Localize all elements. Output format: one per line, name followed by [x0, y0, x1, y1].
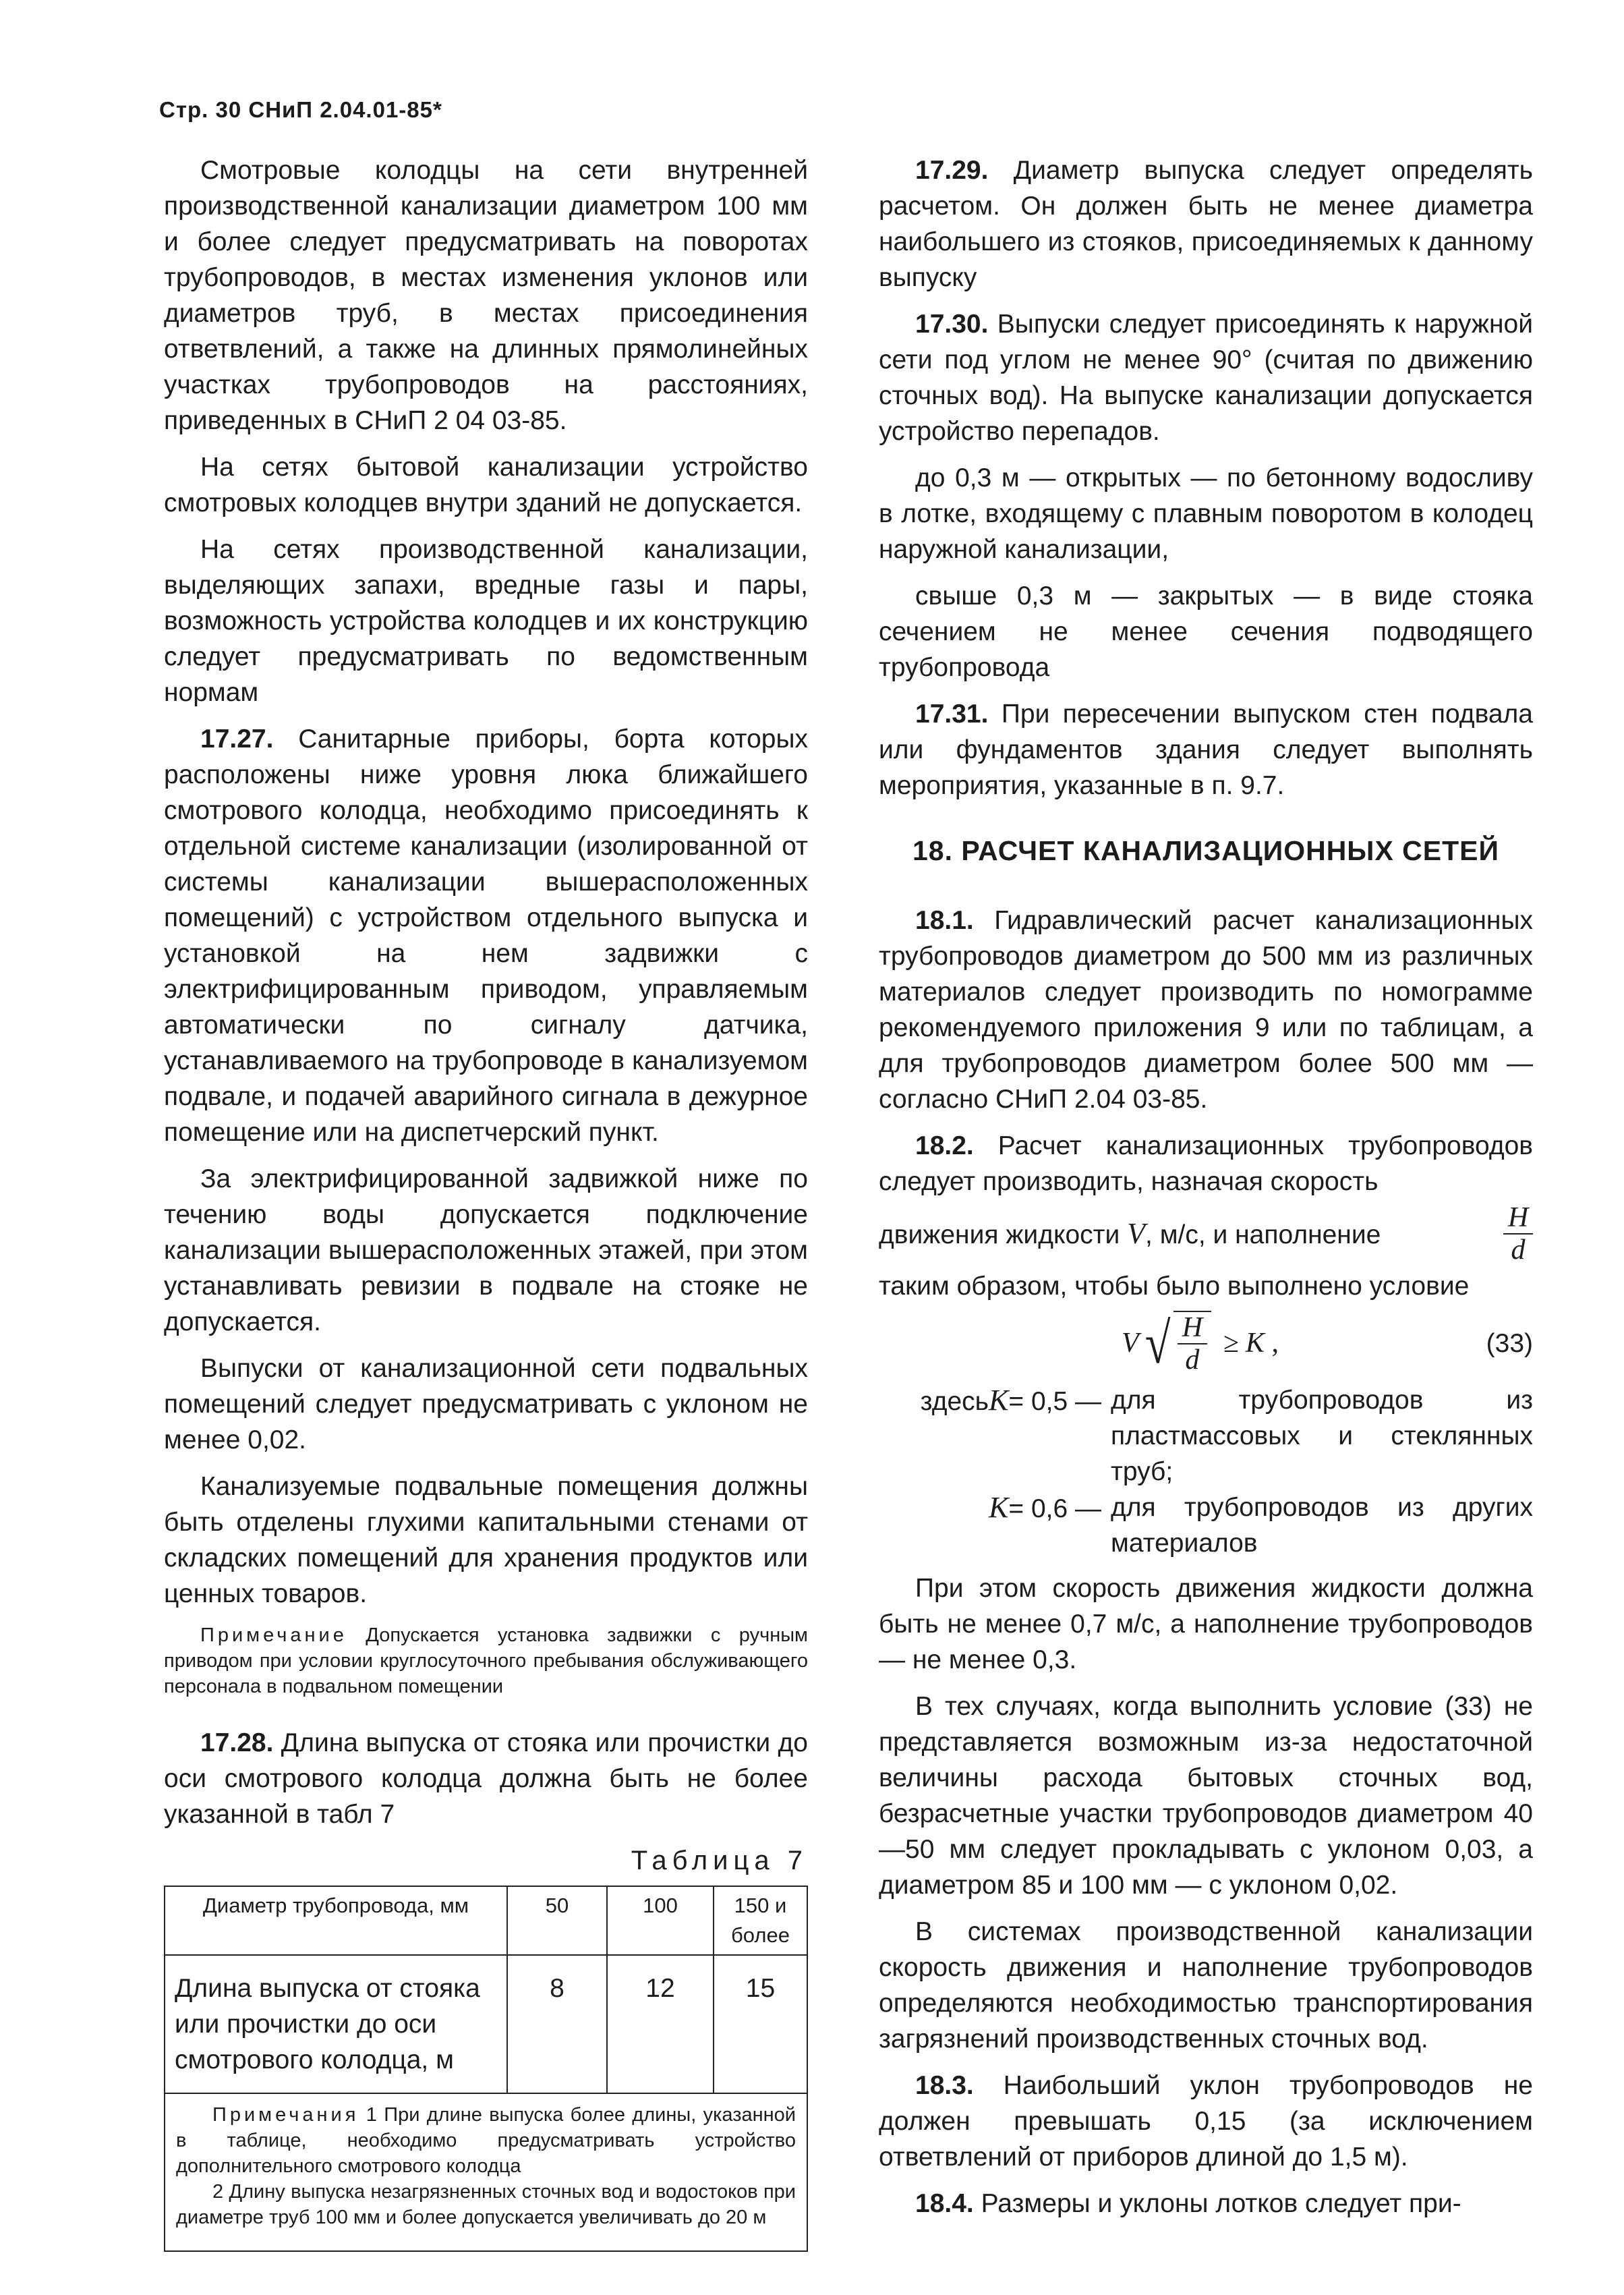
paragraph: до 0,3 м — открытых — по бетонному водосливу в лотке, входящему с плавным поворотом в колодец наружной канализации,	[879, 463, 1533, 564]
text-line	[879, 1216, 1381, 1253]
table-note-2: 2 Длину выпуска незагрязненных сточных вод и водостоков при диаметре труб 100 мм и более допускается увеличивать до 20 м	[176, 2181, 796, 2228]
k-symbol: K	[1245, 1327, 1265, 1359]
table-header-cell: 150 и более	[714, 1886, 807, 1955]
clause-17-27	[164, 721, 808, 1150]
clause-number: 18.3.	[915, 2071, 974, 2100]
table-header-cell: 50	[507, 1886, 607, 1955]
note	[164, 1622, 808, 1699]
clause-18-4	[879, 2186, 1533, 2221]
paragraph: свыше 0,3 м — закрытых — в виде стояка сечением не менее сечения подводящего трубопровода	[879, 582, 1533, 682]
denominator: d	[1185, 1344, 1200, 1376]
formula-expression: V √ $\frac{H}{d}$ ≥ K ,	[1122, 1311, 1279, 1376]
clause-number: 17.31.	[915, 700, 989, 729]
table-note-1	[176, 2102, 796, 2179]
k-value: = 0,5 —	[1008, 1387, 1101, 1416]
denominator: d	[1511, 1235, 1526, 1266]
table-note-text: 1 При длине выпуска более длины, указанной в таблице, необходимо предусматривать устройство дополнительного смотрового колодца	[176, 2104, 796, 2177]
paragraph: За электрифицированной задвижкой ниже по течению воды допускается подключение канализации вышерасположенных этажей, при этом устанавливать ревизии в подвале на стояке не допускается.	[164, 1164, 808, 1336]
clause-18-3	[879, 2068, 1533, 2175]
k-definition-row	[879, 1490, 1533, 1561]
clause-text: Диаметр выпуска следует определять расчетом. Он должен быть не менее диаметра наибольшего из стояков, присоединяемых к данному выпуску	[879, 156, 1533, 292]
clause-number: 17.27.	[200, 725, 274, 754]
paragraph: Смотровые колодцы на сети внутренней производственной канализации диаметром 100 мм и более следует предусматривать на поворотах трубопроводов, в местах изменения уклонов или диаметров труб, в местах присоединения ответвлений, а также на длинных прямолинейных участках трубопроводов на расстояниях, приведенных в СНиП 2 04 03-85.	[164, 156, 808, 435]
table-row	[165, 1955, 807, 2093]
velocity-symbol: V	[1122, 1327, 1139, 1359]
text-line: таким образом, чтобы было выполнено условие	[879, 1272, 1470, 1301]
clause-number: 18.4.	[915, 2189, 974, 2218]
text-fragment: движения жидкости	[879, 1220, 1120, 1249]
paragraph: Канализуемые подвальные помещения должны быть отделены глухими капитальными стенами от складских помещений для хранения продуктов или ценных товаров.	[164, 1472, 808, 1608]
clause-number: 17.29.	[915, 156, 989, 185]
k-symbol: K	[988, 1384, 1009, 1417]
clause-18-1	[879, 903, 1533, 1117]
radicand	[1173, 1311, 1211, 1376]
table-cell: 12	[607, 1955, 714, 2093]
clause-number: 18.1.	[915, 906, 974, 935]
paragraph: При этом скорость движения жидкости должна быть не менее 0,7 м/с, а наполнение трубопроводов — не менее 0,3.	[879, 1574, 1533, 1674]
clause-18-2	[879, 1128, 1533, 1199]
velocity-symbol: V	[1127, 1216, 1146, 1250]
k-definition-label	[879, 1382, 1101, 1490]
table-notes-label: Примечания	[212, 2104, 359, 2126]
paragraph: На сетях производственной канализации, выделяющих запахи, вредные газы и пары, возможность устройства колодцев и их конструкцию следует предусматривать по ведомственным нормам	[164, 535, 808, 707]
formula-33	[879, 1311, 1533, 1376]
table-cell: Длина выпуска от стояка или прочистки до оси смотрового колодца, м	[165, 1955, 507, 2093]
clause-text: Гидравлический расчет канализационных трубопроводов диаметром до 500 мм из различных материалов следует производить по номограмме рекомендуемого приложения 9 или по таблицам, а для трубопроводов диаметром более 500 мм — согласно СНиП 2.04 03-85.	[879, 906, 1533, 1114]
sqrt-sign	[1142, 1311, 1211, 1376]
k-symbol: K	[988, 1491, 1009, 1524]
k-definition-label	[879, 1490, 1101, 1561]
table-header-cell: 100	[607, 1886, 714, 1955]
geq-sign: ≥	[1223, 1327, 1239, 1359]
clause-number: 18.2.	[915, 1131, 974, 1160]
clause-text: Наибольший уклон трубопроводов не должен превышать 0,15 (за исключением ответвлений от приборов длиной до 1,5 м).	[879, 2071, 1533, 2172]
table-header-row	[165, 1886, 807, 1955]
table-header-cell: Диаметр трубопровода, мм	[165, 1886, 507, 1955]
clause-number: 17.30.	[915, 310, 989, 339]
right-column	[879, 152, 1533, 2232]
table-cell: 15	[714, 1955, 807, 2093]
text-fragment: здесь	[920, 1387, 989, 1416]
table-cell: 8	[507, 1955, 607, 2093]
clause-text: Санитарные приборы, борта которых расположены ниже уровня люка ближайшего смотрового колодца, необходимо присоединять к отдельной системе канализации (изолированной от системы канализации вышерасположенных помещений) с устройством отдельного выпуска и установкой на нем задвижки с электрифицированным приводом, управляемым автоматически по сигналу датчика, устанавливаемого на трубопроводе в канализуемом подвале, и подачей аварийного сигнала в дежурное помещение или на диспетчерский пункт.	[164, 725, 808, 1147]
table-caption: Таблица 7	[631, 1846, 808, 1875]
left-column	[164, 152, 808, 2252]
paragraph: В тех случаях, когда выполнить условие (33) не представляется возможным из-за недостаточной величины расхода бытовых сточных вод, безрасчетные участки трубопроводов диаметром 40—50 мм следует прокладывать с уклоном 0,03, а диаметром 85 и 100 мм — с уклоном 0,02.	[879, 1692, 1533, 1900]
formula-number: (33)	[1486, 1328, 1533, 1358]
clause-text: Расчет канализационных трубопроводов следует производить, назначая скорость	[879, 1131, 1533, 1196]
radical-icon: √	[1144, 1311, 1171, 1376]
clause-text: Размеры и уклоны лотков следует при-	[973, 2189, 1461, 2218]
text-fragment: , м/с, и наполнение	[1145, 1220, 1381, 1249]
table-notes	[164, 2094, 808, 2252]
numerator: H	[1507, 1202, 1529, 1233]
clause-text: Выпуски следует присоединять к наружной сети под углом не менее 90° (считая по движению сточных вод). На выпуске канализации допускается устройство перепадов.	[879, 310, 1533, 446]
k-definition-text: для трубопроводов из других материалов	[1111, 1493, 1533, 1558]
clause-number: 17.28.	[200, 1728, 274, 1757]
paragraph: Выпуски от канализационной сети подвальных помещений следует предусматривать с уклоном не менее 0,02.	[164, 1354, 808, 1454]
note-text: Допускается установка задвижки с ручным приводом при условии круглосуточного пребывания обслуживающего персонала в подвальном помещении	[164, 1624, 808, 1697]
fraction-h-over-d	[1503, 1202, 1533, 1266]
clause-17-29	[879, 152, 1533, 295]
velocity-filling-line	[879, 1202, 1533, 1266]
paragraph: На сетях бытовой канализации устройство смотровых колодцев внутри зданий не допускается.	[164, 453, 808, 517]
clause-17-30	[879, 306, 1533, 449]
numerator: H	[1182, 1312, 1203, 1343]
page-header: Стр. 30 СНиП 2.04.01-85*	[159, 97, 442, 122]
paragraph: В системах производственной канализации скорость движения и наполнение трубопроводов определяются необходимостью транспортирования загрязнений производственных сточных вод.	[879, 1917, 1533, 2053]
section-heading: 18. РАСЧЕТ КАНАЛИЗАЦИОННЫХ СЕТЕЙ	[912, 835, 1499, 866]
clause-text: При пересечении выпуском стен подвала или фундаментов здания следует выполнять мероприятия, указанные в п. 9.7.	[879, 700, 1533, 800]
clause-17-31	[879, 696, 1533, 803]
table-7	[164, 1886, 808, 2094]
clause-text: Длина выпуска от стояка или прочистки до оси смотрового колодца должна быть не более указанной в табл 7	[164, 1728, 808, 1829]
k-definition-text: для трубопроводов из пластмассовых и стеклянных труб;	[1111, 1386, 1533, 1486]
clause-17-28	[164, 1725, 808, 1832]
k-definition-row	[879, 1382, 1533, 1490]
k-value: = 0,6 —	[1008, 1494, 1101, 1523]
note-label: Примечание	[200, 1624, 347, 1646]
fraction-h-over-d	[1178, 1312, 1207, 1376]
